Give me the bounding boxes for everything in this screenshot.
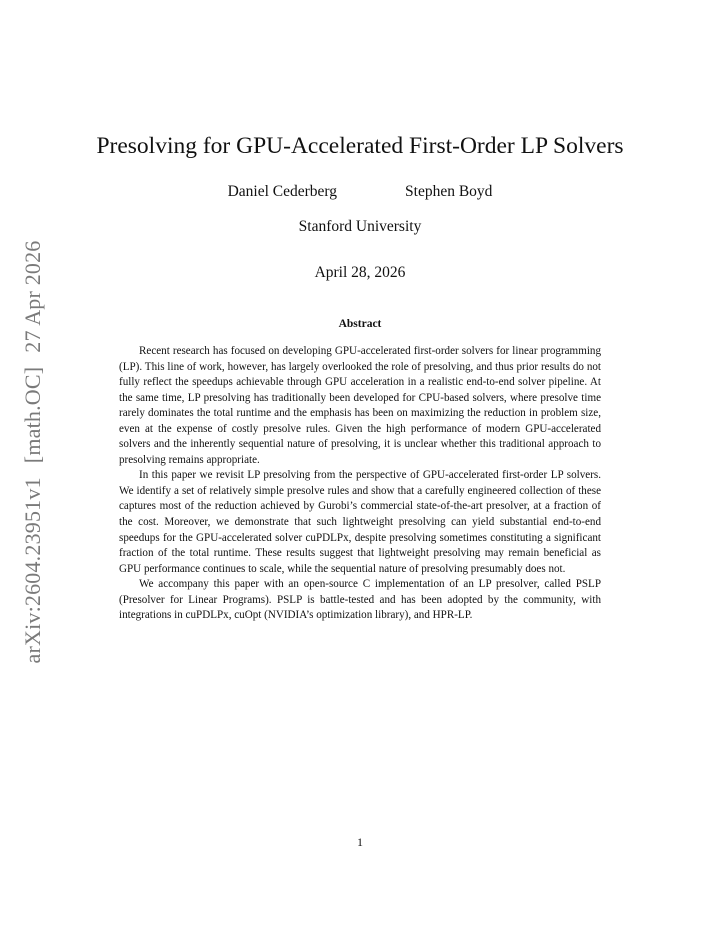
- abstract-paragraph: Recent research has focused on developing GPU-accelerated first-order solvers for linear programming (LP). This line of work, however, has largely overlooked the role of presolving, and thus prior results do not fully reflect the speedups achievable through GPU acceleration in a realistic end-to-end solver pipeline. At the same time, LP presolving has traditionally been developed for CPU-based solvers, where presolve time rarely dominates the total runtime and the emphasis has been on maximizing the reduction in problem size, even at the expense of costly presolve rules. Given the high performance of modern GPU-accelerated solvers and the inherently sequential nature of presolving, it is unclear whether this traditional approach to presolving remains appropriate.: [119, 345, 601, 466]
- page-number: 1: [357, 835, 363, 849]
- paper-date: April 28, 2026: [314, 264, 406, 281]
- author-list: [0, 183, 720, 201]
- paper-title: Presolving for GPU-Accelerated First-Order LP Solvers: [96, 133, 624, 159]
- affiliation: Stanford University: [298, 218, 422, 235]
- arxiv-category: [math.OC]: [20, 366, 45, 464]
- author-name: Daniel Cederberg: [227, 183, 338, 200]
- arxiv-date: 27 Apr 2026: [20, 240, 45, 353]
- abstract-paragraph: In this paper we revisit LP presolving from the perspective of GPU-accelerated first-order LP solvers. We identify a set of relatively simple presolve rules and show that a carefully engineered collection of these captures most of the reduction achieved by Gurobi’s commercial state-of-the-art presolver, at a fraction of the cost. Moreover, we demonstrate that such lightweight presolving can yield substantial end-to-end speedups for the GPU-accelerated solver cuPDLPx, despite presolving sometimes constituting a significant fraction of the total runtime. These results suggest that lightweight presolving may remain beneficial as GPU performance continues to scale, while the sequential nature of presolving presumably does not.: [119, 469, 601, 575]
- arxiv-id: arXiv:2604.23951v1: [20, 477, 45, 664]
- abstract-body: [119, 344, 601, 624]
- abstract-heading: Abstract: [338, 318, 382, 330]
- author-name: Stephen Boyd: [405, 183, 493, 200]
- arxiv-stamp: [20, 240, 46, 663]
- abstract-paragraph: We accompany this paper with an open-source C implementation of an LP presolver, called PSLP (Presolver for Linear Programs). PSLP is battle-tested and has been adopted by the community, with integrations in cuPDLPx, cuOpt (NVIDIA’s optimization library), and HPR-LP.: [119, 578, 601, 622]
